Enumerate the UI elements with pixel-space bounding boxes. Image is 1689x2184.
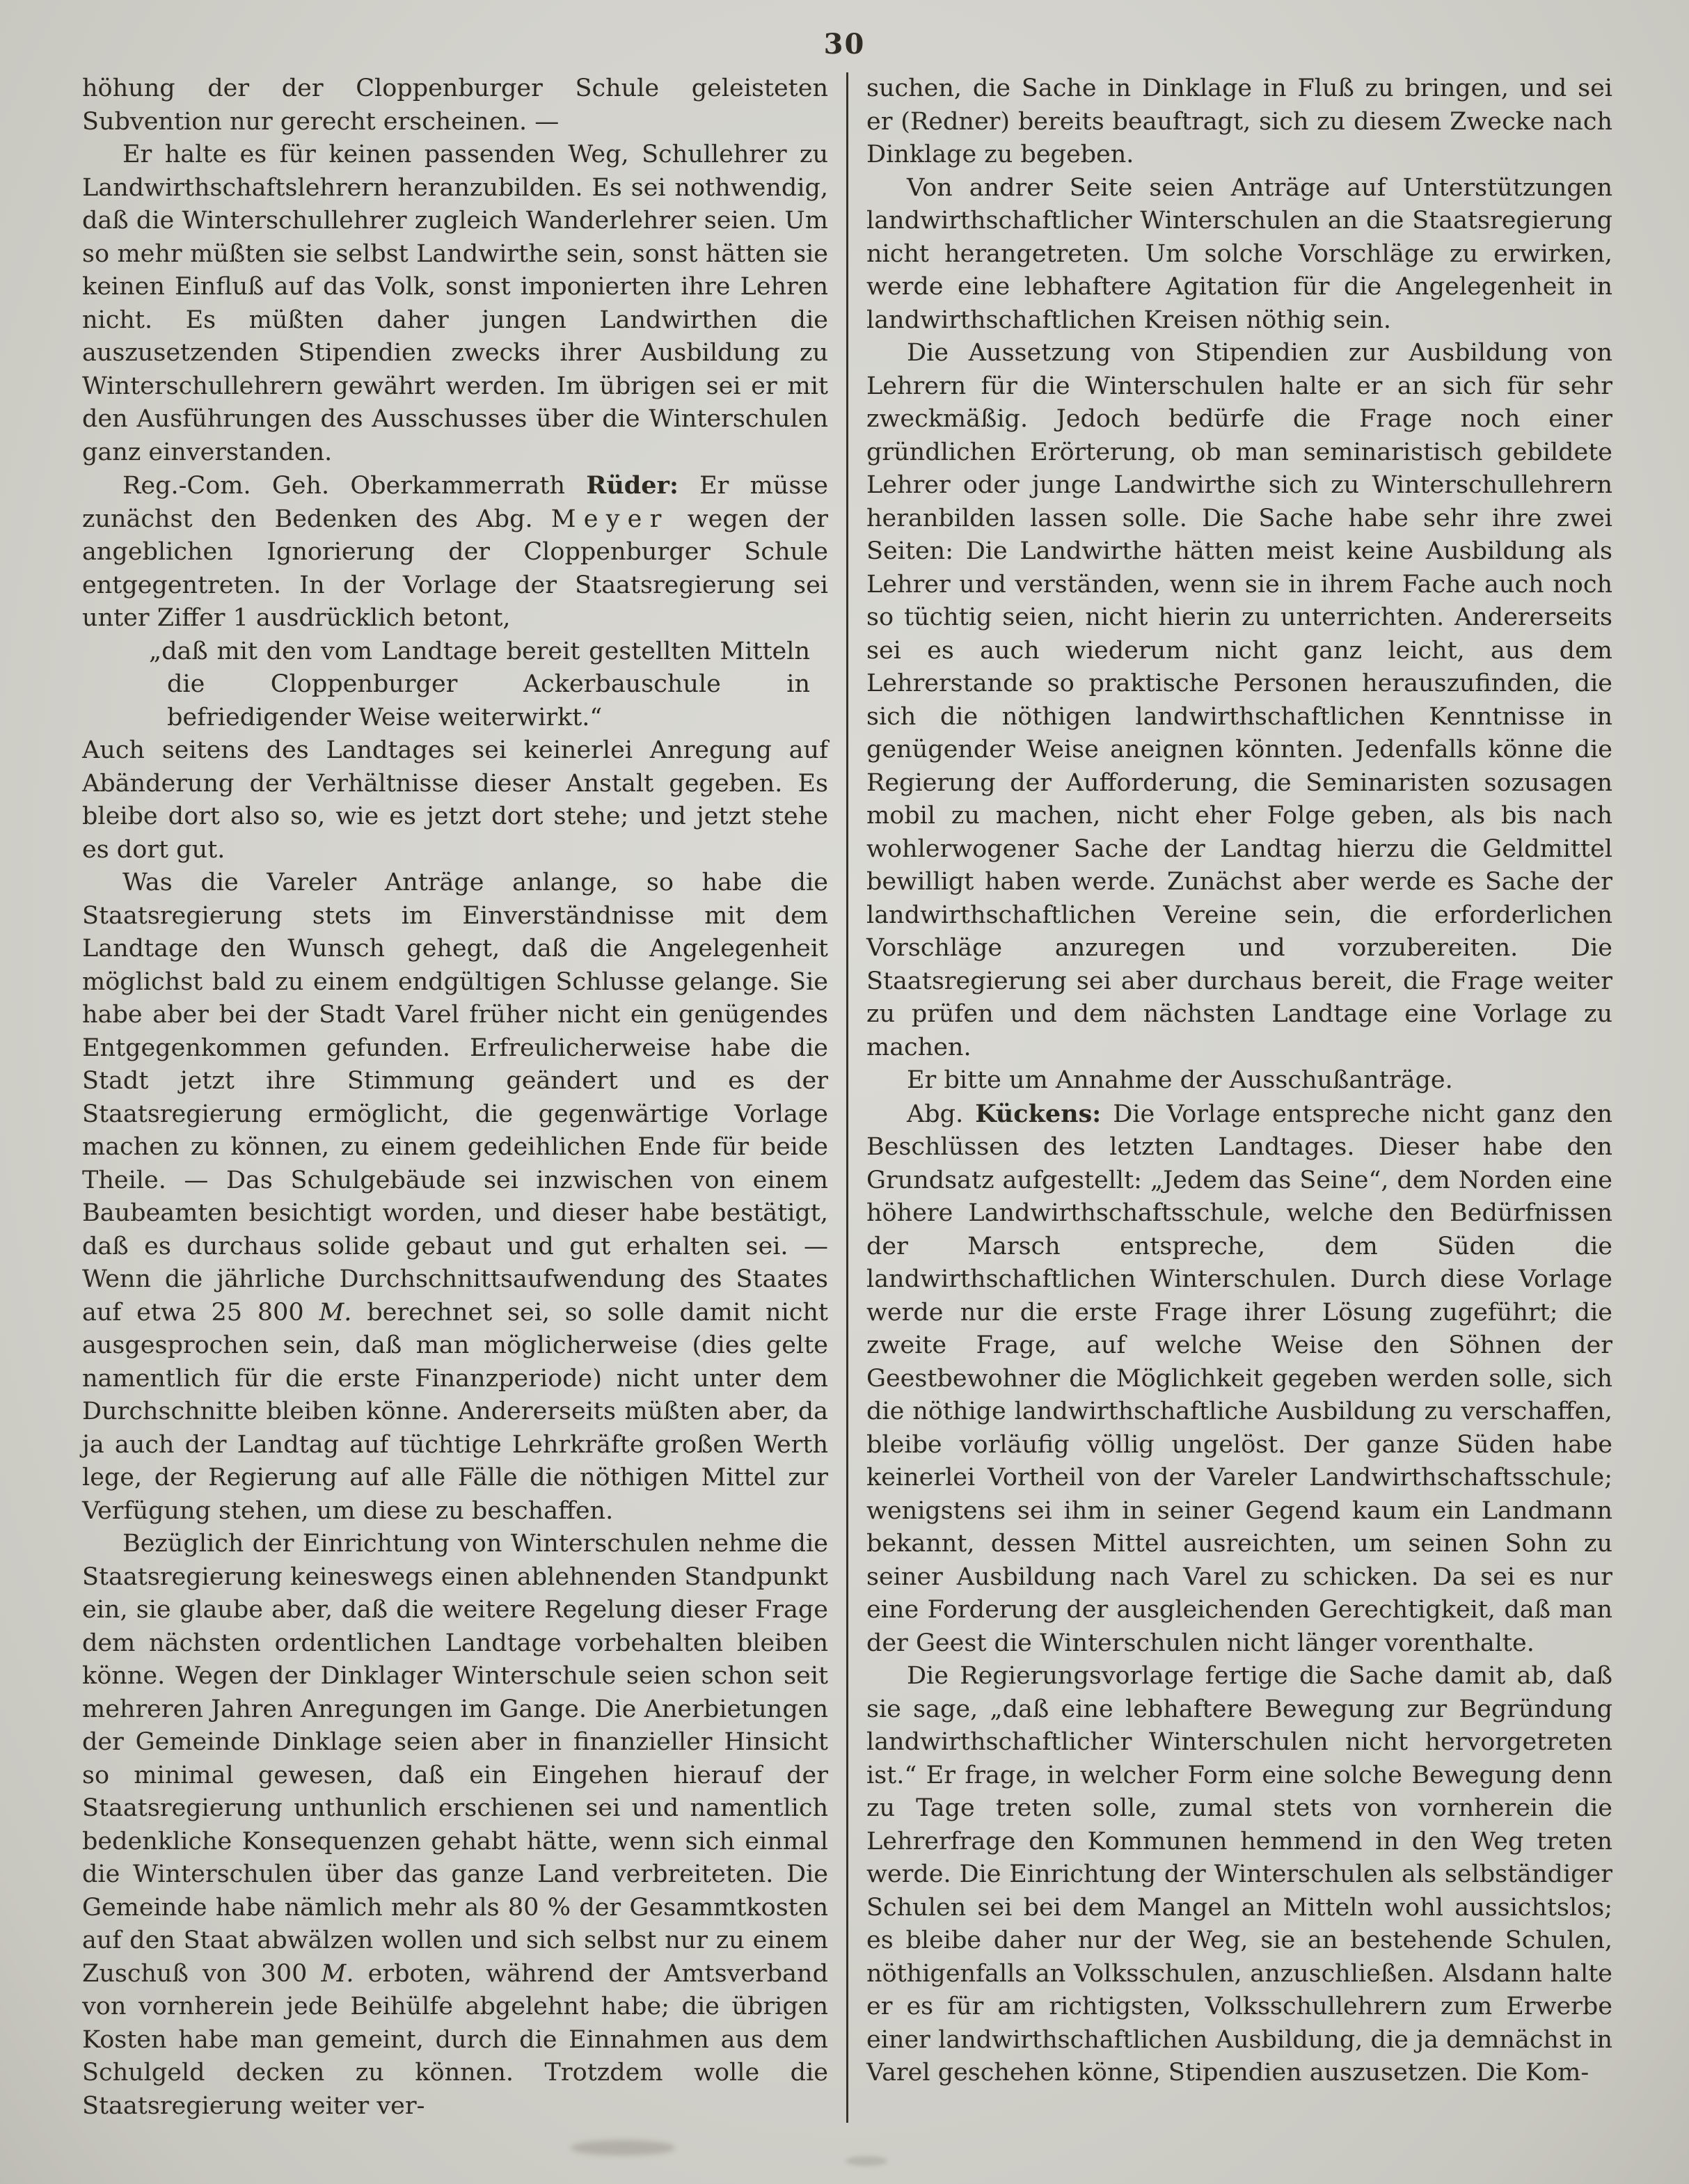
text-segment: Er bitte um Annahme der Ausschußanträge.	[907, 1066, 1453, 1094]
text-segment: wegen der angeblichen Ignorierung der Cloppenburger Schule entgegentreten. In der Vorlage der Staatsregierung sei unter Ziffer 1 ausdrücklich betont,	[82, 505, 828, 632]
text-segment: Was die Vareler Anträge anlange, so habe die Staatsregierung stets im Einverständnisse mit dem Landtage den Wunsch gehegt, daß die Angelegenheit möglichst bald zu einem endgültigen Schlusse gelange. Sie habe aber bei der Stadt Varel früher nicht ein genügendes Entgegenkommen gefunden. Erfreulicherweise habe die Stadt jetzt ihre Stimmung geändert und es der Staatsregierung ermöglicht, die gegenwärtige Vorlage machen zu können, zu einem gedeihlichen Ende für beide Theile. — Das Schulgebäude sei inzwischen von einem Baubeamten besichtigt worden, und dieser habe bestätigt, daß es durchaus solide gebaut und gut erhalten sei. — Wenn die jährliche Durchschnittsaufwendung des Staates auf etwa 25 800	[82, 869, 828, 1327]
text-segment: Abg.	[907, 1100, 976, 1128]
text-segment: Die Regierungsvorlage fertige die Sache damit ab, daß sie sage, „daß eine lebhaftere Bewegung zur Begründung landwirthschaftlicher Winterschulen nicht hervorgetreten ist.“ Er frage, in welcher Form eine solche Bewegung denn zu Tage treten solle, zumal stets von vornherein die Lehrerfrage den Kommunen hemmend in den Weg treten werde. Die Einrichtung der Winterschulen als selbständiger Schulen sei bei dem Mangel an Mitteln wohl aussichtslos; es bleibe daher nur der Weg, sie an bestehende Schulen, nöthigenfalls an Volksschulen, anzuschließen. Alsdann halte er es für am richtigsten, Volksschullehrern zum Erwerbe einer landwirthschaftlichen Ausbildung, die ja demnächst in Varel geschehen könne, Stipendien auszusetzen. Die Kom-	[866, 1662, 1612, 2087]
page-number: 30	[823, 28, 866, 61]
paragraph	[866, 337, 1612, 1064]
text-segment: „daß mit den vom Landtage bereit gestellten Mitteln die Cloppenburger Ackerbauschule in befriedigender Weise weiterwirkt.“	[149, 637, 810, 731]
paragraph	[82, 734, 828, 867]
right-column	[866, 72, 1612, 2123]
scan-artifact	[571, 2140, 675, 2155]
emphasized-name: Meyer	[550, 505, 669, 533]
paragraph	[82, 867, 828, 1528]
speaker-name: Rüder:	[586, 471, 679, 500]
text-segment: Er halte es für keinen passenden Weg, Schullehrer zu Landwirthschaftslehrern heranzubilden. Es sei nothwendig, daß die Winterschullehrer zugleich Wanderlehrer seien. Um so mehr müßten sie selbst Landwirthe sein, sonst hätten sie keinen Einfluß auf das Volk, sonst imponierten ihre Lehren nicht. Es müßten daher jungen Landwirthen die auszusetzenden Stipendien zwecks ihrer Ausbildung zu Winterschullehrern gewährt werden. Im übrigen sei er mit den Ausführungen des Ausschusses über die Winterschulen ganz einverstanden.	[82, 141, 828, 466]
text-segment: M.	[321, 1959, 354, 1988]
speaker-name: Kückens:	[975, 1099, 1102, 1128]
text-segment: Bezüglich der Einrichtung von Winterschulen nehme die Staatsregierung keineswegs einen ablehnenden Standpunkt ein, sie glaube aber, daß die weitere Regelung dieser Frage dem nächsten ordentlichen Landtage vorbehalten bleiben könne. Wegen der Dinklager Winterschule seien schon seit mehreren Jahren Anregungen im Gange. Die Anerbietungen der Gemeinde Dinklage seien aber in finanzieller Hinsicht so minimal gewesen, daß ein Eingehen hierauf der Staatsregierung unthunlich erschienen sei und namentlich bedenkliche Konsequenzen gehabt hätte, wenn sich einmal die Winterschulen über das ganze Land verbreiteten. Die Gemeinde habe nämlich mehr als 80 % der Gesammtkosten auf den Staat abwälzen wollen und sich selbst nur zu einem Zuschuß von 300	[82, 1530, 828, 1988]
text-segment: Er müsse zunächst den Bedenken des Abg.	[82, 472, 828, 533]
scan-artifact	[846, 2156, 887, 2166]
text-segment: Auch seitens des Landtages sei keinerlei Anregung auf Abänderung der Verhältnisse dieser Anstalt gegeben. Es bleibe dort also so, wie es jetzt dort stehe; und jetzt stehe es dort gut.	[82, 736, 828, 864]
paragraph	[866, 72, 1612, 172]
paragraph	[82, 139, 828, 469]
paragraph	[82, 1528, 828, 2123]
paragraph	[82, 469, 828, 635]
left-column	[82, 72, 828, 2123]
text-segment: Von andrer Seite seien Anträge auf Unterstützungen landwirthschaftlicher Winterschulen an die Staatsregierung nicht herangetreten. Um solche Vorschläge zu erwirken, werde eine lebhaftere Agitation für die Angelegenheit in landwirthschaftlichen Kreisen nöthig sein.	[866, 173, 1612, 334]
text-segment: erboten, während der Amtsverband von vornherein jede Beihülfe abgelehnt habe; die übrigen Kosten habe man gemeint, durch die Einnahmen aus dem Schulgeld decken zu können. Trotzdem wolle die Staatsregierung weiter ver-	[82, 1959, 828, 2120]
paragraph	[866, 172, 1612, 338]
text-segment: berechnet sei, so solle damit nicht ausgesprochen sein, daß man möglicherweise (dies gelte namentlich für die erste Finanzperiode) nicht unter dem Durchschnitte bleiben könne. Andererseits müßten aber, da ja auch der Landtag auf tüchtige Lehrkräfte großen Werth lege, der Regierung auf alle Fälle die nöthigen Mittel zur Verfügung stehen, um diese zu beschaffen.	[82, 1298, 828, 1525]
column-divider	[846, 72, 848, 2123]
text-segment: Reg.-Com. Geh. Oberkammerrath	[122, 472, 587, 500]
text-columns	[82, 72, 1612, 2123]
paragraph	[82, 635, 828, 735]
paragraph	[866, 1064, 1612, 1098]
text-segment: Die Vorlage entspreche nicht ganz den Beschlüssen des letzten Landtages. Dieser habe den Grundsatz aufgestellt: „Jedem das Seine“, dem Norden eine höhere Landwirthschaftsschule, welche den Bedürfnissen der Marsch entspreche, dem Süden die landwirthschaftlichen Winterschulen. Durch diese Vorlage werde nur die erste Frage ihrer Lösung zugeführt; die zweite Frage, auf welche Weise den Söhnen der Geestbewohner die Möglichkeit gegeben werden solle, sich die nöthige landwirthschaftliche Ausbildung zu verschaffen, bleibe vorläufig völlig ungelöst. Der ganze Süden habe keinerlei Vortheil von der Vareler Landwirthschaftsschule; wenigstens sei ihm in seiner Gegend kaum ein Landmann bekannt, dessen Mittel ausreichten, um seinen Sohn zu seiner Ausbildung nach Varel zu schicken. Da sei es nur eine Forderung der ausgleichenden Gerechtigkeit, daß man der Geest die Winterschulen nicht länger vorenthalte.	[866, 1100, 1612, 1657]
paragraph	[866, 1098, 1612, 1661]
text-segment: Die Aussetzung von Stipendien zur Ausbildung von Lehrern für die Winterschulen halte er an sich für sehr zweckmäßig. Jedoch bedürfe die Frage noch einer gründlichen Erörterung, ob man seminaristisch gebildete Lehrer oder junge Landwirthe sich zu Winterschullehrern heranbilden lassen solle. Die Sache habe sehr ihre zwei Seiten: Die Landwirthe hätten meist keine Ausbildung als Lehrer und verständen, wenn sie in ihrem Fache auch noch so tüchtig seien, nicht hierin zu unterrichten. Andererseits sei es auch wiederum nicht ganz leicht, aus dem Lehrerstande so praktische Personen herauszufinden, die sich die nöthigen landwirthschaftlichen Kenntnisse in genügender Weise aneignen könnten. Jedenfalls könne die Regierung der Aufforderung, die Seminaristen sozusagen mobil zu machen, nicht eher Folge geben, als bis nach wohlerwogener Sache der Landtag hierzu die Geldmittel bewilligt haben werde. Zunächst aber werde es Sache der landwirthschaftlichen Vereine sein, die erforderlichen Vorschläge anzuregen und vorzubereiten. Die Staatsregierung sei aber durchaus bereit, die Frage weiter zu prüfen und dem nächsten Landtage eine Vorlage zu machen.	[866, 339, 1612, 1061]
paragraph	[82, 72, 828, 139]
text-segment: höhung der der Cloppenburger Schule geleisteten Subvention nur gerecht erscheinen. —	[82, 74, 828, 136]
paragraph	[866, 1660, 1612, 2090]
text-segment: M.	[319, 1298, 352, 1327]
text-segment: suchen, die Sache in Dinklage in Fluß zu bringen, und sei er (Redner) bereits beauftragt, sich zu diesem Zwecke nach Dinklage zu begeben.	[866, 74, 1612, 168]
